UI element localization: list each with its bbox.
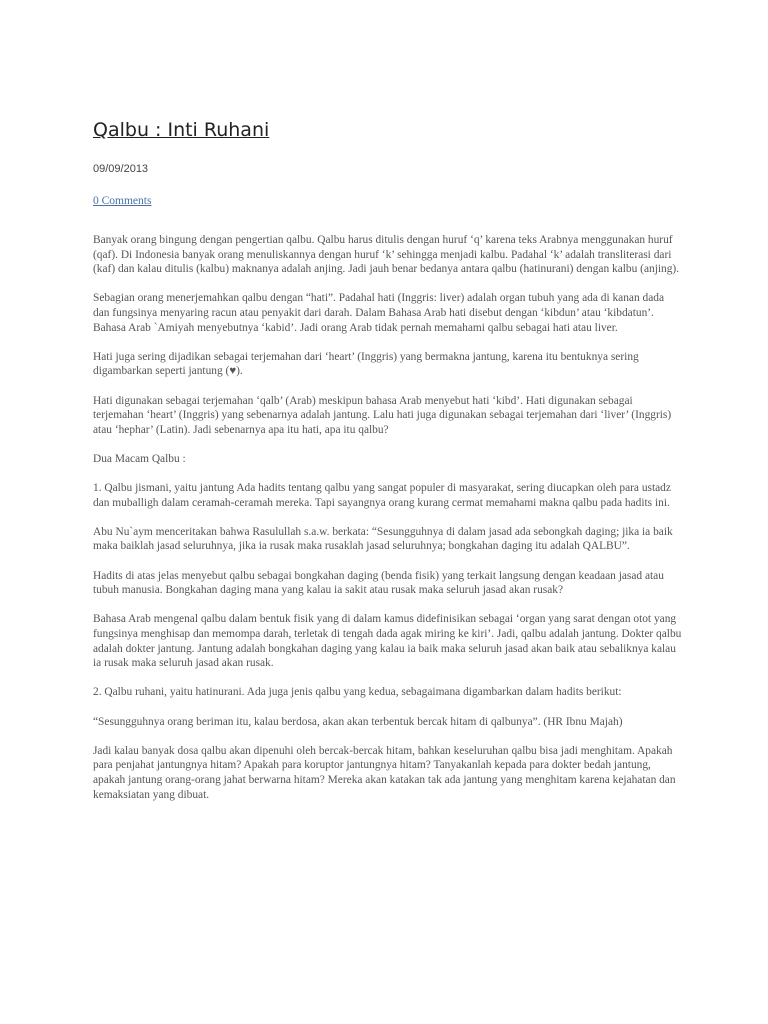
paragraph-6: 1. Qalbu jismani, yaitu jantung Ada hadits tentang qalbu yang sangat populer di masyarakat, sering diucapkan oleh para ustadz dan muballigh dalam ceramah-ceramah mereka. Tapi sayangnya orang kurang cermat memahami makna qalbu pada hadits ini.: [93, 482, 671, 509]
paragraph-12: Jadi kalau banyak dosa qalbu akan dipenuhi oleh bercak-bercak hitam, bahkan keseluruhan qalbu bisa jadi menghitam. Apakah para penjahat jantungnya hitam? Apakah para koruptor jantungnya hitam? Tanyakanlah kepada para dokter bedah jantung, apakah jantung orang-orang jahat berwarna hitam? Mereka akan katakan tak ada jantung yang menghitam karena kejahatan dan kemaksiatan yang dibuat.: [93, 744, 676, 801]
comments-link[interactable]: 0 Comments: [93, 195, 152, 207]
paragraph-2: Sebagian orang menerjemahkan qalbu dengan “hati”. Padahal hati (Inggris: liver) adalah organ tubuh yang ada di kanan dada dan fungsinya menyaring racun atau penyakit dari darah. Dalam Bahasa Arab hati disebut dengan ‘kibdun’ atau ‘kibdatun’. Bahasa Arab `Amiyah menyebutnya ‘kabid’. Jadi orang Arab tidak pernah memahami qalbu sebagai hati atau liver.: [93, 292, 665, 334]
paragraph-1: Banyak orang bingung dengan pengertian qalbu. Qalbu harus ditulis dengan huruf ‘q’ karena teks Arabnya menggunakan huruf (qaf). Di Indonesia banyak orang menuliskannya dengan huruf ‘k’ sehingga menjadi kalbu. Padahal ‘k’ adalah transliterasi dari (kaf) dan kalau ditulis (kalbu) maknanya adalah anjing. Jadi jauh benar bedanya antara qalbu (hatinurani) dengan kalbu (anjing).: [93, 234, 680, 276]
article-body: [93, 233, 683, 817]
hadith-quote-2: “Sesungguhnya orang beriman itu, kalau berdosa, akan akan terbentuk bercak hitam di qalbunya”. (HR Ibnu Majah): [93, 715, 623, 728]
paragraph-9: Bahasa Arab mengenal qalbu dalam bentuk fisik yang di dalam kamus didefinisikan sebagai ‘organ yang sarat dengan otot yang fungsinya menghisap dan memompa darah, terletak di tengah dada agak miring ke kiri’. Jadi, qalbu adalah jantung. Dokter qalbu adalah dokter jantung. Jantung adalah bongkahan daging yang kalau ia baik maka seluruh jasad akan baik atau sebaliknya kalau ia rusak maka seluruh jasad akan rusak.: [93, 613, 682, 670]
post-date: 09/09/2013: [93, 163, 149, 175]
paragraph-3: Hati juga sering dijadikan sebagai terjemahan dari ‘heart’ (Inggris) yang bermakna jantung, karena itu bentuknya sering digambarkan seperti jantung (♥).: [93, 350, 639, 378]
section-heading: Dua Macam Qalbu :: [93, 452, 186, 465]
paragraph-4: Hati digunakan sebagai terjemahan ‘qalb’ (Arab) meskipun bahasa Arab menyebut hati ‘kibd’. Hati digunakan sebagai terjemahan ‘heart’ (Inggris) yang sebenarnya adalah jantung. Lalu hati juga digunakan sebagai terjemahan dari ‘liver’ (Inggris) atau ‘hephar’ (Latin). Jadi sebenarnya apa itu hati, apa itu qalbu?: [93, 394, 672, 436]
paragraph-8: Hadits di atas jelas menyebut qalbu sebagai bongkahan daging (benda fisik) yang terkait langsung dengan keadaan jasad atau tubuh manusia. Bongkahan daging mana yang kalau ia sakit atau rusak maka seluruh jasad akan rusak?: [93, 569, 664, 597]
page-title: Qalbu : Inti Ruhani: [93, 119, 270, 141]
paragraph-10: 2. Qalbu ruhani, yaitu hatinurani. Ada juga jenis qalbu yang kedua, sebagaimana digambarkan dalam hadits berikut:: [93, 686, 622, 699]
hadith-quote-1: Abu Nu`aym menceritakan bahwa Rasulullah s.a.w. berkata: “Sesungguhnya di dalam jasad ada sebongkah daging; jika ia baik maka baiklah jasad seluruhnya, jika ia rusak maka rusaklah jasad seluruhnya; bongkahan daging itu adalah QALBU”.: [93, 525, 673, 553]
